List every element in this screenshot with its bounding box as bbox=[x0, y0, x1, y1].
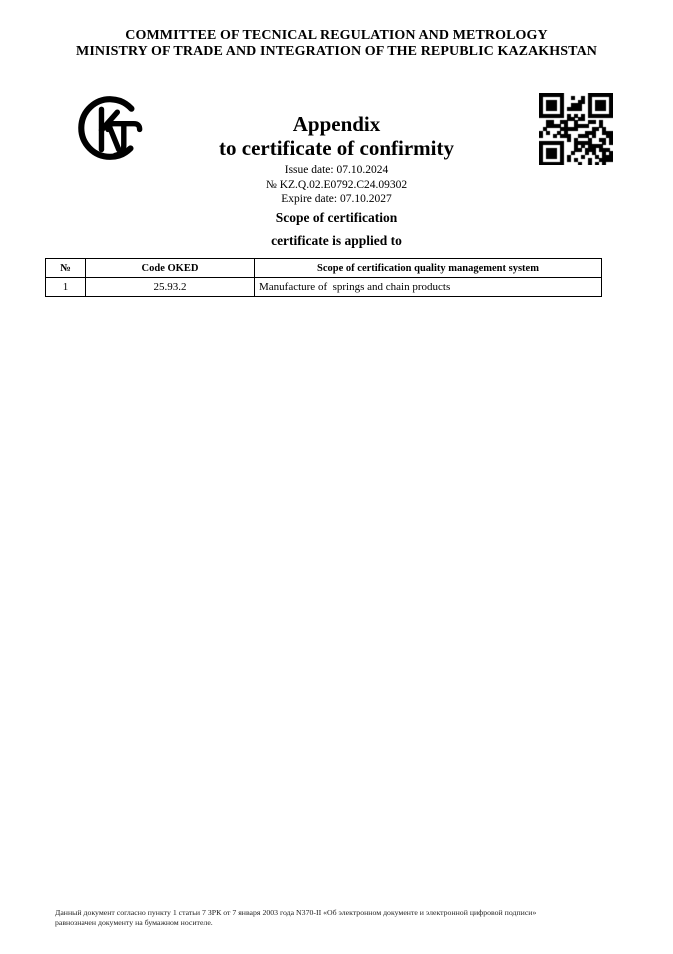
legal-footer-line-2: равнозначен документу на бумажном носителе. bbox=[55, 918, 213, 927]
scope-heading: Scope of certification bbox=[275, 209, 398, 225]
cell-row-number: 1 bbox=[46, 278, 86, 297]
expire-date: Expire date: 07.10.2027 bbox=[281, 193, 392, 205]
appendix-title: Appendix bbox=[292, 112, 381, 136]
cell-scope: Manufacture of springs and chain products bbox=[255, 278, 602, 297]
header-line-2: MINISTRY OF TRADE AND INTEGRATION OF THE REPUBLIC KAZAKHSTAN bbox=[76, 44, 597, 59]
table-row bbox=[46, 278, 602, 297]
cell-code-oked: 25.93.2 bbox=[86, 278, 255, 297]
document-header bbox=[0, 28, 673, 60]
certificate-subtitle: to certificate of confirmity bbox=[219, 136, 454, 160]
certificate-number: № KZ.Q.02.E0792.C24.09302 bbox=[265, 178, 408, 191]
column-header-scope: Scope of certification quality management system bbox=[255, 259, 602, 278]
applied-heading: certificate is applied to bbox=[271, 232, 402, 248]
column-header-number: № bbox=[46, 259, 86, 278]
issue-date: Issue date: 07.10.2024 bbox=[284, 164, 389, 176]
title-block bbox=[0, 112, 673, 249]
column-header-code-oked: Code OKED bbox=[86, 259, 255, 278]
header-line-1: COMMITTEE OF TECNICAL REGULATION AND METROLOGY bbox=[125, 28, 548, 43]
table-header-row bbox=[46, 259, 602, 278]
legal-footer bbox=[55, 908, 630, 928]
scope-table bbox=[45, 258, 602, 297]
legal-footer-line-1: Данный документ согласно пункту 1 статьи 7 ЗРК от 7 января 2003 года N370-II «Об электронном документе и электронной цифровой подписи» bbox=[55, 908, 537, 917]
